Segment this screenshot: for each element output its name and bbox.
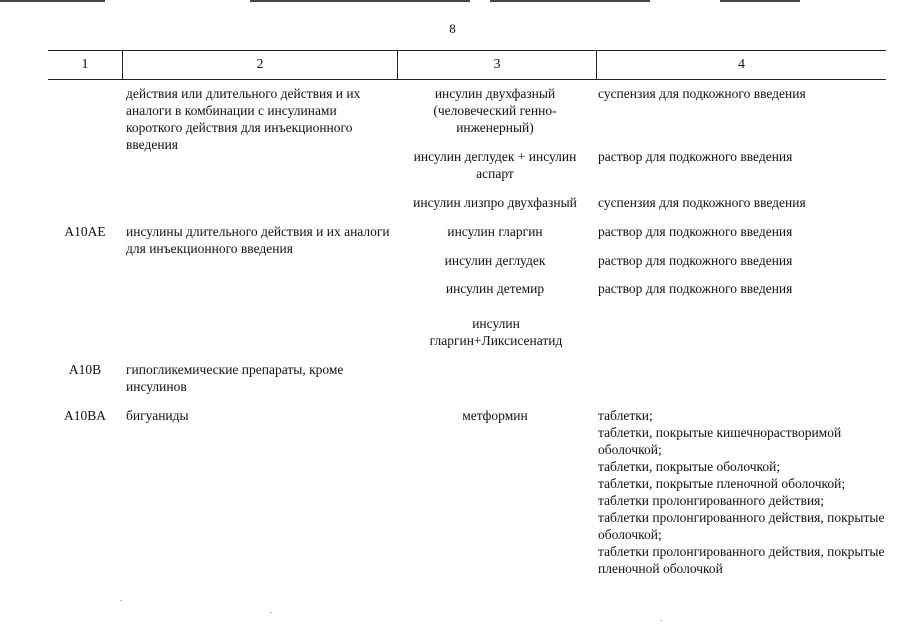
dosage-form: раствор для подкожного введения xyxy=(598,253,793,268)
table-header xyxy=(48,50,886,80)
group-text-combination-insulins: действия или длительного действия и их аналоги в комбинации с инсулинами короткого действия для инъекционного введения xyxy=(126,86,361,152)
drug-name: инсулин лизпро двухфазный xyxy=(413,195,577,210)
scan-speck xyxy=(270,612,272,613)
atc-code: A10AE xyxy=(64,224,106,239)
drug-name: инсулин детемир xyxy=(445,281,545,296)
drug-name: инсулин гларгин xyxy=(447,224,543,239)
dosage-form: раствор для подкожного введения xyxy=(598,224,793,239)
header-col-3: 3 xyxy=(493,57,501,72)
dosage-form-item: таблетки, покрытые оболочкой; xyxy=(598,459,781,474)
header-col-4: 4 xyxy=(738,57,745,72)
dosage-form-item: таблетки пролонгированного действия, покрытые пленочной оболочкой xyxy=(598,544,885,576)
header-col-1: 1 xyxy=(81,57,89,72)
page-number: 8 xyxy=(449,21,456,36)
dosage-form-item: таблетки, покрытые кишечнорастворимой оболочкой; xyxy=(598,425,842,457)
dosage-form-item: таблетки пролонгированного действия; xyxy=(598,493,825,508)
drug-name: инсулин деглудек xyxy=(444,253,546,268)
dosage-form: раствор для подкожного введения xyxy=(598,149,793,164)
dosage-form: раствор для подкожного введения xyxy=(598,281,793,296)
atc-code: A10BA xyxy=(63,408,106,423)
drug-name: метформин xyxy=(462,408,528,423)
header-col-2: 2 xyxy=(256,57,264,72)
drug-name: инсулин двухфазный (человеческий генно-инженерный) xyxy=(433,86,557,135)
dosage-form: суспензия для подкожного введения xyxy=(598,195,806,210)
scan-speck xyxy=(660,620,662,621)
dosage-form-item: таблетки; xyxy=(598,408,653,423)
dosage-form-item: таблетки пролонгированного действия, покрытые оболочкой; xyxy=(598,510,885,542)
dosage-form: суспензия для подкожного введения xyxy=(598,86,806,101)
top-border-line xyxy=(0,0,905,3)
dosage-forms-list xyxy=(598,407,888,577)
dosage-form-item: таблетки, покрытые пленочной оболочкой; xyxy=(598,476,846,491)
drug-name: инсулин деглудек + инсулин аспарт xyxy=(413,149,577,181)
atc-code: A10B xyxy=(68,362,102,377)
group-text: гипогликемические препараты, кроме инсулинов xyxy=(126,362,344,394)
scan-speck xyxy=(120,600,122,601)
drug-name: инсулин гларгин+Ликсисенатид xyxy=(429,316,563,348)
group-text: инсулины длительного действия и их аналоги для инъекционного введения xyxy=(126,224,390,256)
group-text: бигуаниды xyxy=(126,408,189,423)
